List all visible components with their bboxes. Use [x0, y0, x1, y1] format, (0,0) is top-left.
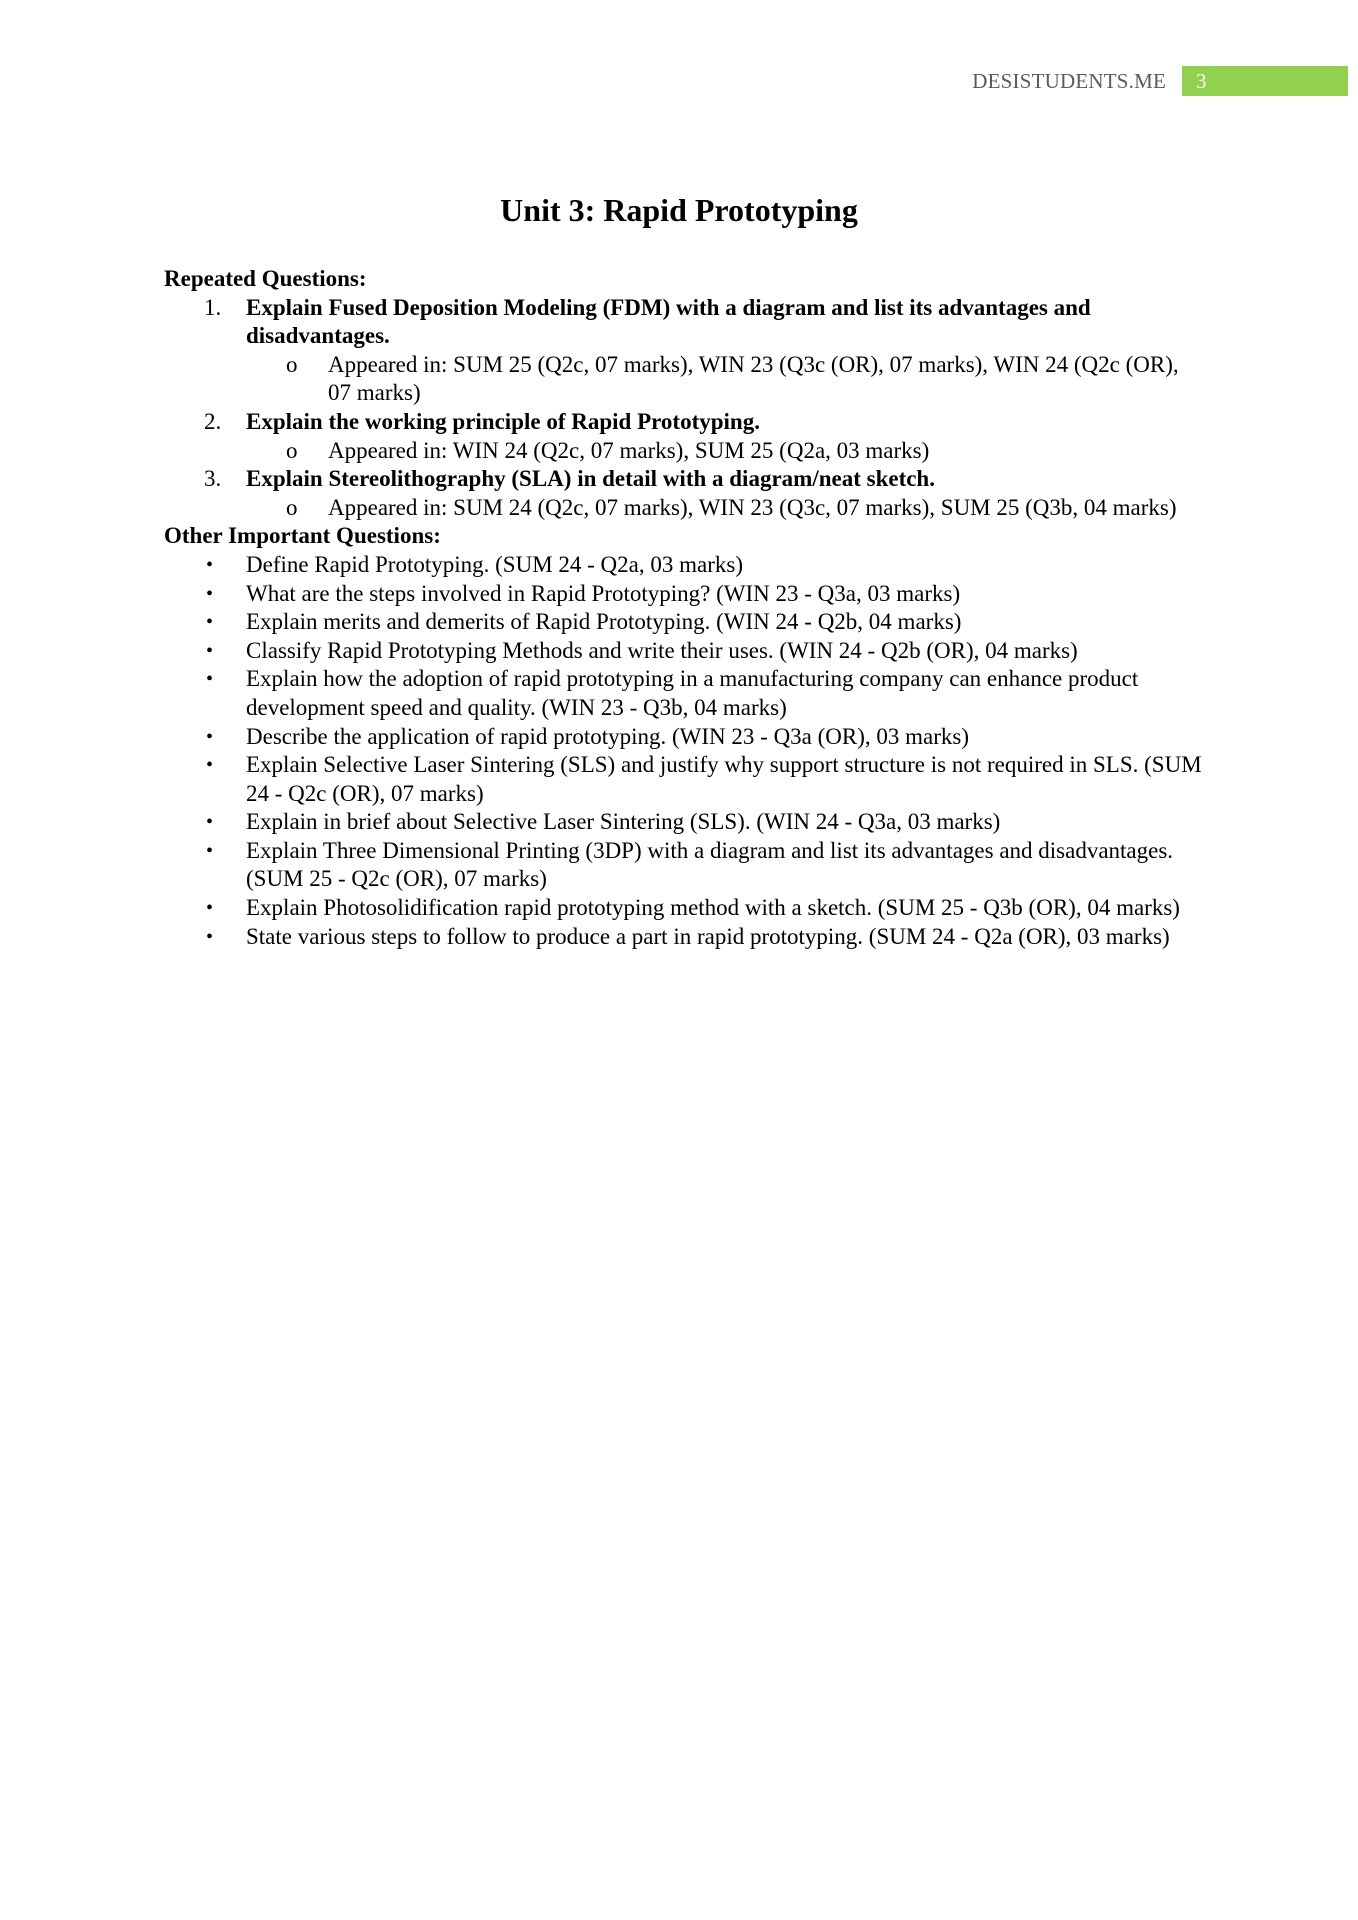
list-item — [164, 551, 1204, 580]
page-header — [972, 66, 1348, 96]
question-number: 3. — [204, 466, 222, 492]
bullet-point: • — [206, 897, 214, 920]
document-body — [164, 265, 1204, 951]
bullet-point: • — [206, 839, 214, 862]
list-item — [164, 923, 1204, 952]
question-text: Explain Stereolithography (SLA) in detail with a diagram/neat sketch. — [246, 466, 935, 492]
appeared-in-text: Appeared in: SUM 24 (Q2c, 07 marks), WIN 23 (Q3c, 07 marks), SUM 25 (Q3b, 04 marks) — [328, 494, 1177, 520]
sub-bullet: o — [286, 351, 298, 377]
bullet-point: • — [206, 754, 214, 777]
bullet-point: • — [206, 553, 214, 576]
bullet-point: • — [206, 925, 214, 948]
site-name: DESISTUDENTS.ME — [972, 69, 1166, 93]
list-item-text: Classify Rapid Prototyping Methods and write their uses. (WIN 24 - Q2b (OR), 04 marks) — [246, 637, 1078, 663]
list-item — [164, 580, 1204, 609]
bullet-point: • — [206, 611, 214, 634]
list-item — [164, 751, 1204, 808]
list-item-text: Explain Three Dimensional Printing (3DP) with a diagram and list its advantages and disadvantages. (SUM 25 - Q2c (OR), 07 marks) — [246, 837, 1174, 892]
appeared-in-line — [246, 494, 1204, 523]
appeared-in-line — [246, 351, 1204, 408]
bullet-point: • — [206, 582, 214, 605]
list-item-text: What are the steps involved in Rapid Prototyping? (WIN 23 - Q3a, 03 marks) — [246, 580, 961, 606]
question-text: Explain the working principle of Rapid Prototyping. — [246, 408, 760, 434]
question-number: 1. — [204, 294, 222, 320]
appeared-in-line — [246, 437, 1204, 466]
list-item — [164, 837, 1204, 894]
list-item — [164, 637, 1204, 666]
question-number: 2. — [204, 408, 222, 434]
repeated-question-item — [164, 465, 1204, 522]
bullet-point: • — [206, 725, 214, 748]
list-item-text: Explain how the adoption of rapid prototyping in a manufacturing company can enhance product development speed and quality. (WIN 23 - Q3b, 04 marks) — [246, 666, 1139, 720]
sub-bullet: o — [286, 437, 298, 463]
question-text: Explain Fused Deposition Modeling (FDM) with a diagram and list its advantages and disadvantages. — [246, 294, 1091, 349]
list-item — [164, 808, 1204, 837]
list-item-text: Explain Selective Laser Sintering (SLS) and justify why support structure is not required in SLS. (SUM 24 - Q2c (OR), 07 marks) — [246, 752, 1202, 806]
appeared-in-text: Appeared in: SUM 25 (Q2c, 07 marks), WIN 23 (Q3c (OR), 07 marks), WIN 24 (Q2c (OR), 07 marks) — [328, 351, 1179, 406]
bullet-point: • — [206, 811, 214, 834]
list-item — [164, 894, 1204, 923]
list-item-text: State various steps to follow to produce a part in rapid prototyping. (SUM 24 - Q2a (OR), 03 marks) — [246, 923, 1170, 949]
bullet-point: • — [206, 668, 214, 691]
list-item — [164, 608, 1204, 637]
repeated-question-item — [164, 294, 1204, 408]
sub-bullet: o — [286, 494, 298, 520]
page-title: Unit 3: Rapid Prototyping — [500, 192, 858, 228]
bullet-point: • — [206, 639, 214, 662]
other-questions-list — [164, 551, 1204, 951]
list-item-text: Explain merits and demerits of Rapid Prototyping. (WIN 24 - Q2b, 04 marks) — [246, 609, 962, 635]
list-item — [164, 723, 1204, 752]
list-item — [164, 665, 1204, 722]
list-item-text: Explain Photosolidification rapid prototyping method with a sketch. (SUM 25 - Q3b (OR), 04 marks) — [246, 895, 1180, 921]
other-questions-heading: Other Important Questions: — [164, 523, 441, 549]
list-item-text: Explain in brief about Selective Laser Sintering (SLS). (WIN 24 - Q3a, 03 marks) — [246, 809, 1001, 835]
repeated-question-item — [164, 408, 1204, 465]
list-item-text: Define Rapid Prototyping. (SUM 24 - Q2a, 03 marks) — [246, 551, 743, 577]
repeated-questions-heading: Repeated Questions: — [164, 266, 367, 291]
appeared-in-text: Appeared in: WIN 24 (Q2c, 07 marks), SUM 25 (Q2a, 03 marks) — [328, 437, 930, 463]
page-number-badge: 3 — [1182, 66, 1348, 96]
repeated-questions-list — [164, 294, 1204, 523]
list-item-text: Describe the application of rapid prototyping. (WIN 23 - Q3a (OR), 03 marks) — [246, 723, 970, 749]
